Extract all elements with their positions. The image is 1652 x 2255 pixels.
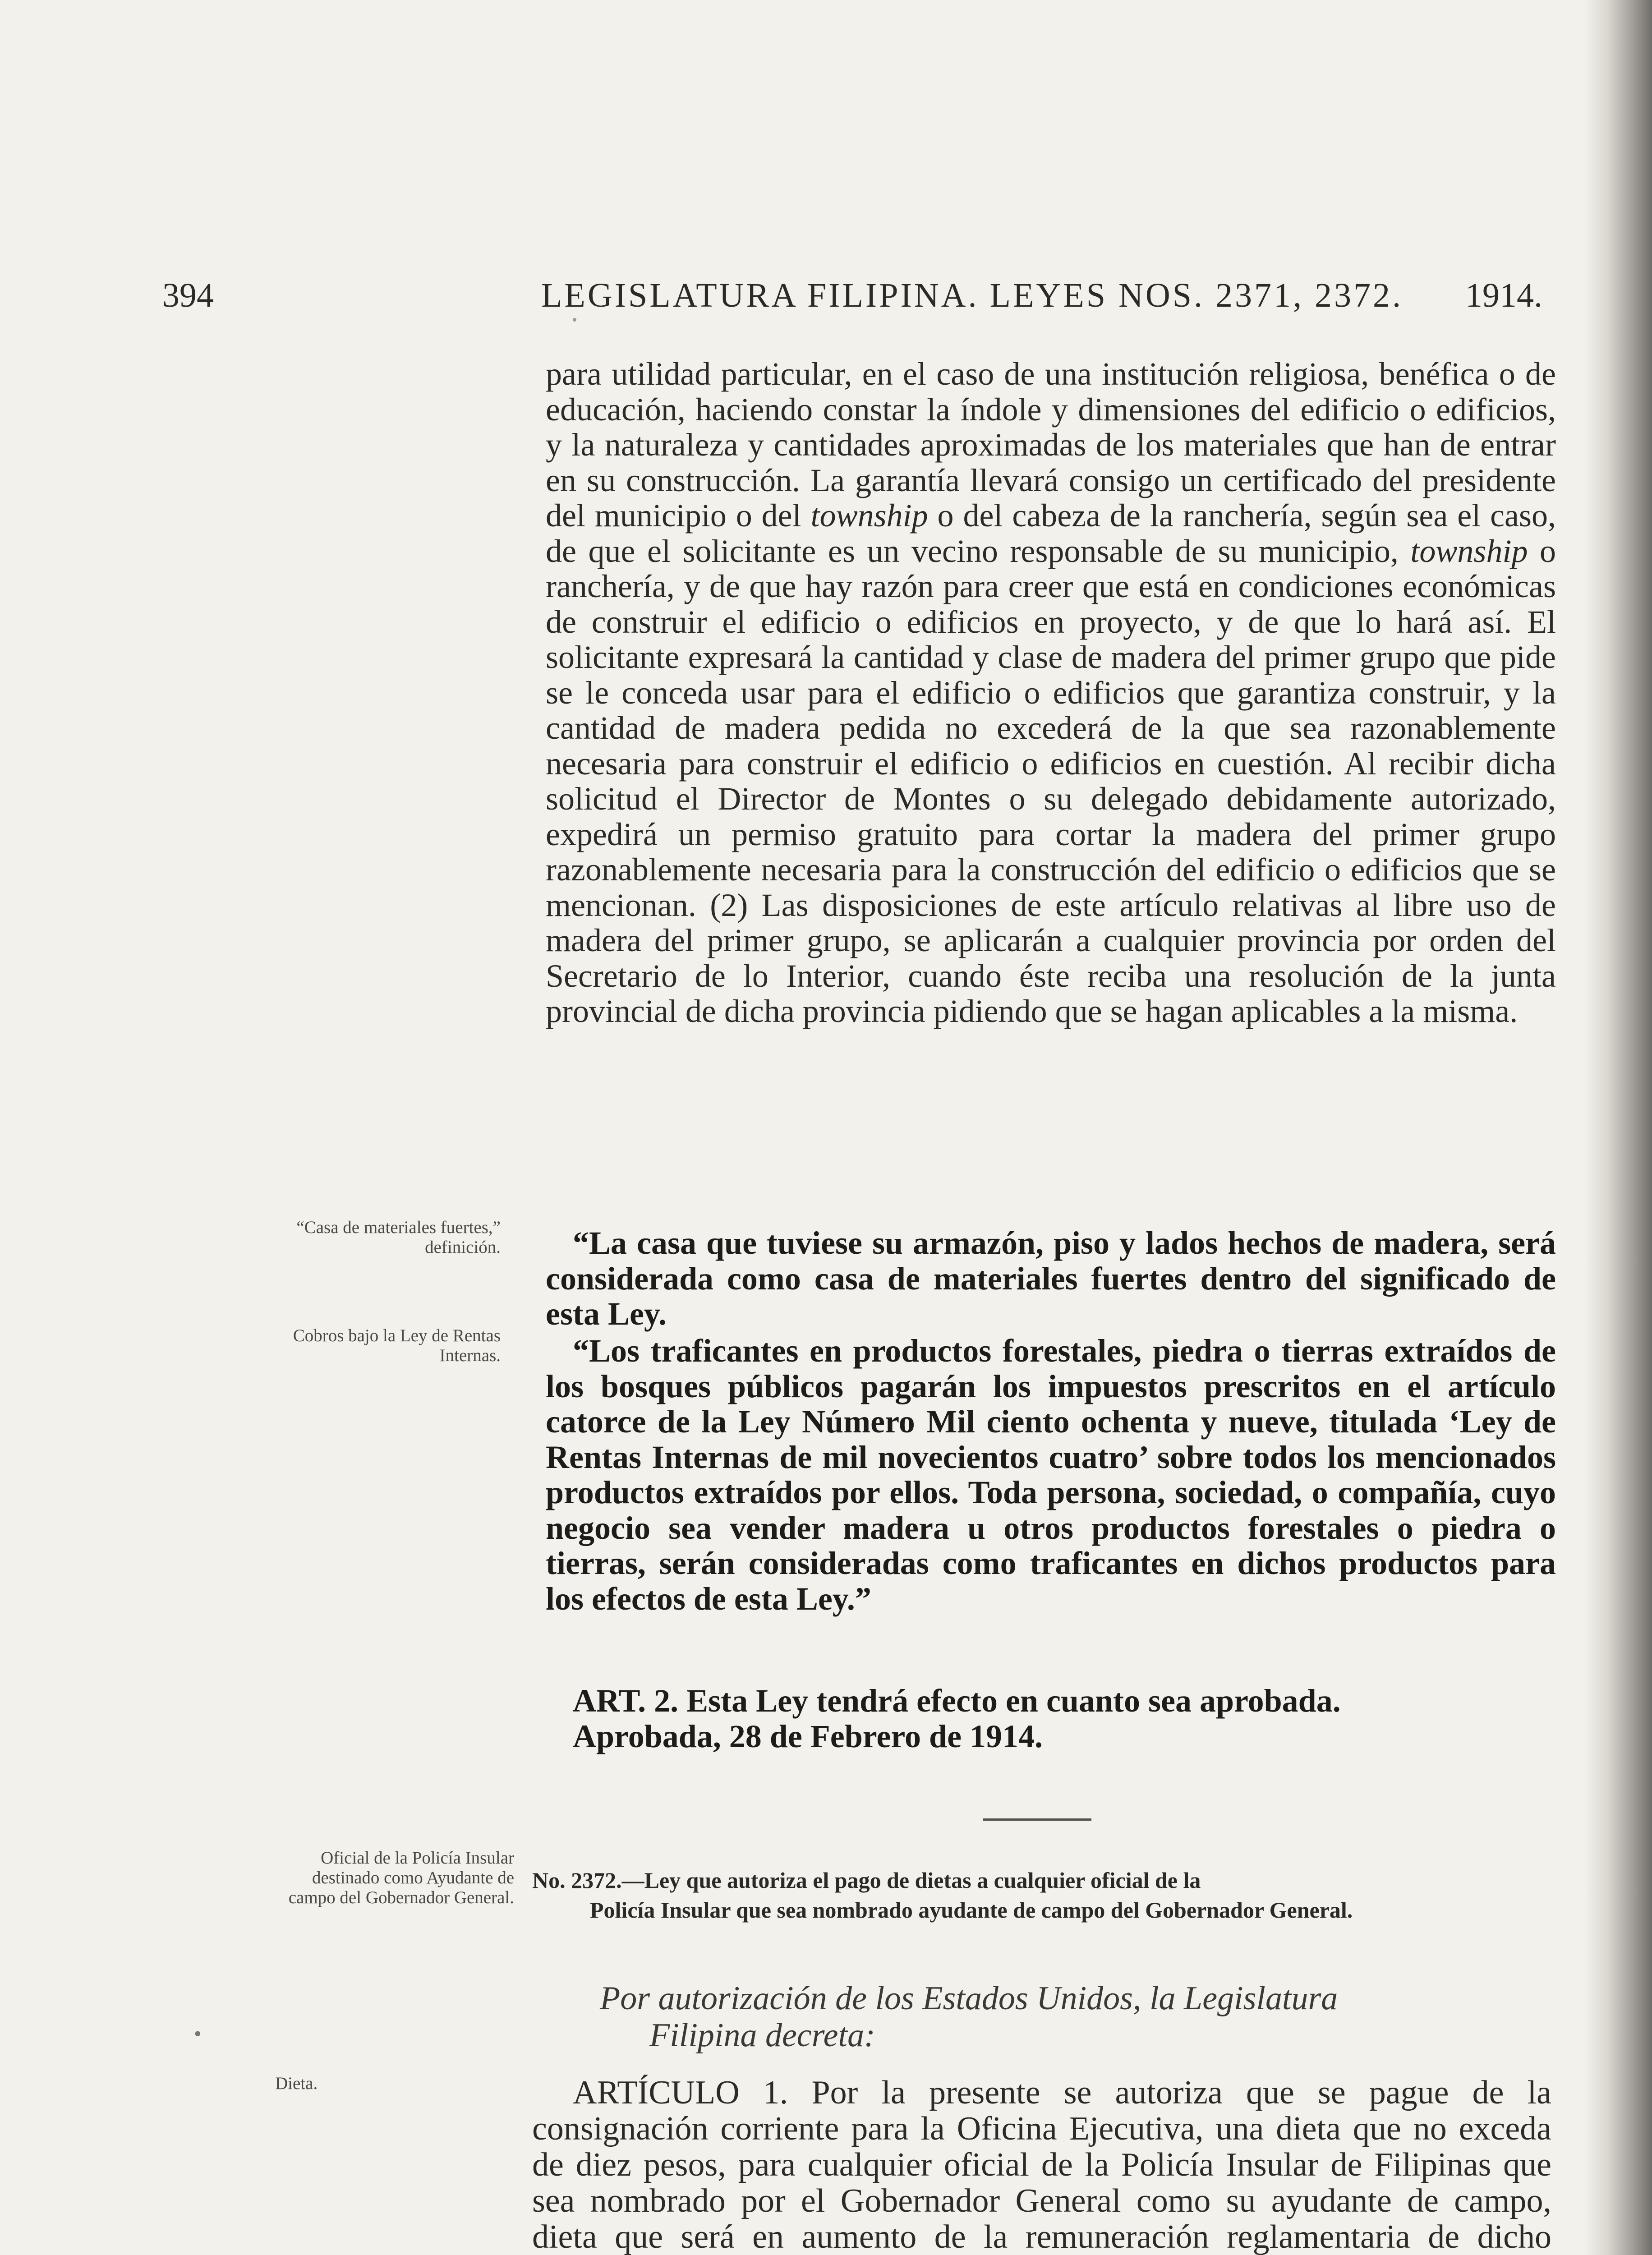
bill-title-line2: Policía Insular que sea nombrado ayudante de campo del Gobernador General. <box>590 1897 1353 1923</box>
page-edge-shadow <box>1584 0 1652 2255</box>
bill-title-line1: —Ley que autoriza el pago de dietas a cualquier oficial de la <box>621 1868 1201 1893</box>
enacting-clause <box>600 1980 1556 2054</box>
running-year: 1914. <box>1465 276 1542 314</box>
bill-title <box>532 1865 1551 1925</box>
ink-speck <box>573 318 576 322</box>
page-number: 394 <box>162 276 214 314</box>
section1-art2-text: Esta Ley tendrá efecto en cuanto sea aprobada. <box>686 1683 1341 1719</box>
township-term-1: township <box>810 497 928 534</box>
paragraph-continuation-part3: o ranchería, y de que hay razón para creer que está en condiciones económicas de construir el edificio o edificios en proyecto, y de que lo hará así. El solicitante expresará la cantidad y clase de madera del primer grupo que pide se le conceda usar para el edificio o edificios que garantiza construir, y la cantidad de madera pedida no excederá de la que sea razonablemente necesaria para construir el edificio o edificios en cuestión. Al recibir dicha solicitud el Director de Montes o su delegado debidamente autorizado, expedirá un permiso gratuito para cortar la madera del primer grupo razonablemente necesaria para la construcción del edificio o edificios que se mencionan. (2) Las disposiciones de este artículo relativas al libre uso de madera del primer grupo, se aplicarán a cualquier provincia por orden del Secretario de lo Interior, cuando éste reciba una resolución de la junta provincial de dicha provincia pidiendo que se hagan aplicables a la misma. <box>546 533 1556 1029</box>
section-divider <box>983 1818 1091 1821</box>
section2-art1-label: ARTÍCULO 1. <box>573 2074 788 2111</box>
paragraph-traficantes: “Los traficantes en productos forestales, piedra o tierras extraídos de los bosques públicos pagarán los impuestos prescritos en el artículo catorce de la Ley Número Mil ciento ochenta y nueve, titulada ‘Ley de Rentas Internas de mil novecientos cuatro’ sobre todos los mencionados productos extraídos por ellos. Toda persona, sociedad, o compañía, cuyo negocio sea vender madera u otros productos forestales o piedra o tierras, serán consideradas como traficantes en dichos productos para los efectos de esta Ley.” <box>546 1333 1556 1617</box>
marginal-note-dieta: Dieta. <box>275 2074 318 2093</box>
section1-approved: Aprobada, 28 de Febrero de 1914. <box>573 1718 1043 1754</box>
section2-article-1 <box>532 2075 1551 2255</box>
paragraph-casa: “La casa que tuviese su armazón, piso y lados hechos de madera, será considerada como casa de materiales fuertes dentro del significado de esta Ley. <box>546 1225 1556 1332</box>
paragraph-continuation <box>546 356 1556 1029</box>
running-title: LEGISLATURA FILIPINA. LEYES NOS. 2371, 2372. <box>541 276 1403 314</box>
paragraph-continuation-part1: para utilidad particular, en el caso de una institución religiosa, benéfica o de educación, haciendo constar la índole y dimensiones del edificio o edificios, y la naturaleza y cantidades aproximadas de los materiales que han de entrar en su construcción. La garantía llevará consigo un certificado del presidente del municipio o del <box>546 356 1556 534</box>
section1-art2-label: ART. 2. <box>573 1683 679 1719</box>
margin-bullet: • <box>194 2022 202 2046</box>
marginal-note-oficial: Oficial de la Policía Insular destinado como Ayudante de campo del Gobernador General. <box>288 1848 514 1907</box>
section2-art1-text: Por la presente se autoriza que se pague de la consignación corriente para la Oficina Ejecutiva, una dieta que no exceda de diez pesos, para cualquier oficial de la Policía Insular de Filipinas que sea nombrado por el Gobernador General como su ayudante de campo, dieta que será en aumento de la remuneración reglamentaria de dicho <box>532 2074 1552 2255</box>
paragraph-continuation-part2: o del cabeza de la ranchería, según sea el caso, de que el solicitante es un vecino responsable de su municipio, <box>546 497 1556 569</box>
enacting-line2: Filipina decreta: <box>649 2017 875 2054</box>
page-header <box>162 271 1542 320</box>
marginal-note-cobros: Cobros bajo la Ley de Rentas Internas. <box>293 1326 501 1365</box>
marginal-note-casa: “Casa de materiales fuertes,” definición. <box>296 1218 501 1257</box>
section1-article-2 <box>546 1683 1556 1719</box>
township-term-2: township <box>1410 533 1528 569</box>
enacting-line1: Por autorización de los Estados Unidos, la Legislatura <box>600 1980 1338 2017</box>
bill-number: No. 2372. <box>532 1868 622 1893</box>
